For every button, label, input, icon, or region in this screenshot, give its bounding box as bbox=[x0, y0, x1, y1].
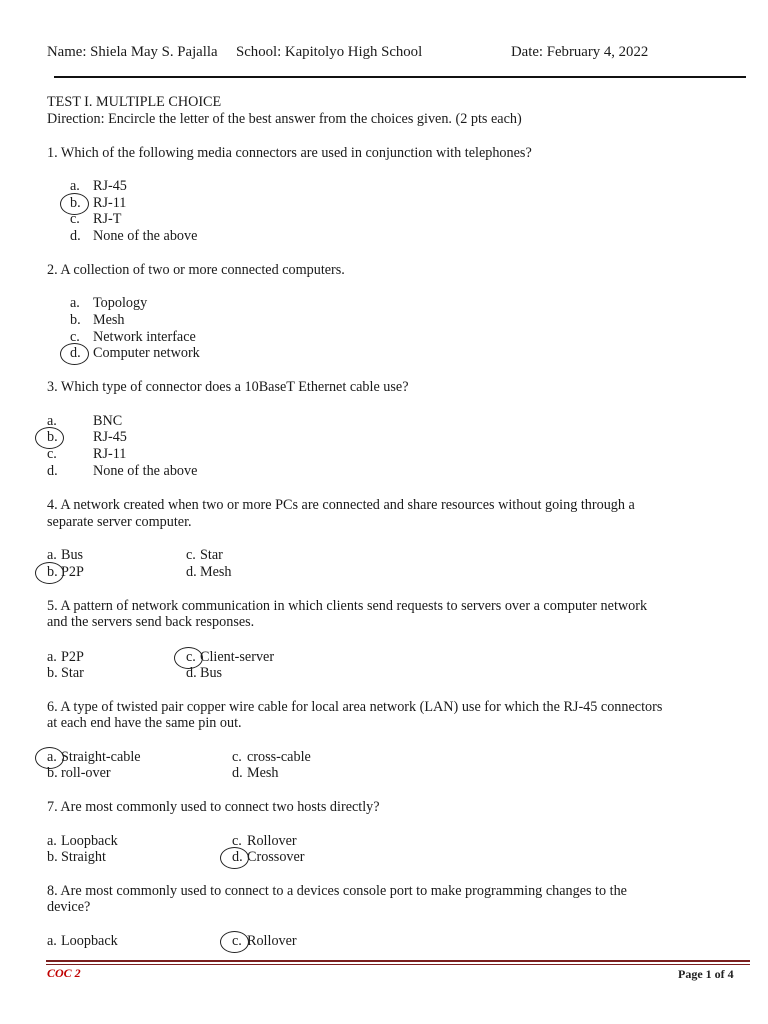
question-stem: separate server computer. bbox=[47, 514, 192, 530]
choice-text: cross-cable bbox=[247, 749, 311, 765]
answer-circle bbox=[220, 847, 249, 869]
choice-text: Computer network bbox=[93, 345, 200, 361]
test-direction: Direction: Encircle the letter of the best answer from the choices given. (2 pts each) bbox=[47, 111, 522, 127]
test-title: TEST I. MULTIPLE CHOICE bbox=[47, 94, 222, 110]
student-name: Name: Shiela May S. Pajalla bbox=[47, 44, 218, 60]
choice-letter[interactable]: b. bbox=[47, 564, 58, 580]
question-stem: device? bbox=[47, 899, 91, 915]
question-stem: 7. Are most commonly used to connect two hosts directly? bbox=[47, 799, 380, 815]
answer-circle bbox=[35, 562, 64, 584]
choice-letter[interactable]: b. bbox=[47, 765, 58, 781]
choice-letter[interactable]: c. bbox=[186, 649, 196, 665]
choice-text: Loopback bbox=[61, 933, 118, 949]
choice-text: Network interface bbox=[93, 329, 196, 345]
footer-rule bbox=[46, 964, 750, 965]
choice-letter[interactable]: d. bbox=[232, 849, 243, 865]
choice-letter[interactable]: a. bbox=[47, 413, 57, 429]
choice-letter[interactable]: d. bbox=[186, 665, 197, 681]
choice-letter[interactable]: b. bbox=[47, 849, 58, 865]
choice-text: Loopback bbox=[61, 833, 118, 849]
answer-circle bbox=[60, 193, 89, 215]
choice-letter[interactable]: c. bbox=[186, 547, 196, 563]
choice-letter[interactable]: c. bbox=[232, 933, 242, 949]
answer-circle bbox=[220, 931, 249, 953]
choice-letter[interactable]: d. bbox=[70, 228, 81, 244]
choice-letter[interactable]: b. bbox=[47, 665, 58, 681]
choice-text: P2P bbox=[61, 649, 84, 665]
choice-text: RJ-11 bbox=[93, 195, 127, 211]
answer-circle bbox=[35, 427, 64, 449]
choice-letter[interactable]: b. bbox=[70, 195, 81, 211]
footer-label: COC 2 bbox=[47, 966, 81, 980]
choice-letter[interactable]: c. bbox=[47, 446, 57, 462]
answer-circle bbox=[174, 647, 203, 669]
choice-letter[interactable]: b. bbox=[47, 429, 58, 445]
choice-text: Star bbox=[61, 665, 84, 681]
choice-letter[interactable]: a. bbox=[47, 933, 57, 949]
school-name: School: Kapitolyo High School bbox=[236, 44, 423, 60]
choice-text: RJ-11 bbox=[93, 446, 127, 462]
choice-text: Rollover bbox=[247, 833, 297, 849]
choice-text: P2P bbox=[61, 564, 84, 580]
page-number: Page 1 of 4 bbox=[678, 967, 734, 981]
choice-text: None of the above bbox=[93, 228, 198, 244]
header-rule bbox=[54, 76, 746, 78]
choice-letter[interactable]: a. bbox=[47, 833, 57, 849]
choice-letter[interactable]: c. bbox=[232, 749, 242, 765]
choice-text: BNC bbox=[93, 413, 123, 429]
question-stem: 5. A pattern of network communication in which clients send requests to servers over a computer network bbox=[47, 598, 648, 614]
choice-text: Client-server bbox=[200, 649, 275, 665]
choice-text: Star bbox=[200, 547, 223, 563]
choice-letter[interactable]: a. bbox=[47, 649, 57, 665]
choice-text: Mesh bbox=[247, 765, 279, 781]
question-stem: 3. Which type of connector does a 10BaseT Ethernet cable use? bbox=[47, 379, 409, 395]
choice-letter[interactable]: a. bbox=[70, 178, 80, 194]
choice-text: Topology bbox=[93, 295, 148, 311]
answer-circle bbox=[60, 343, 89, 365]
choice-letter[interactable]: c. bbox=[70, 329, 80, 345]
choice-text: Straight-cable bbox=[61, 749, 141, 765]
choice-text: Rollover bbox=[247, 933, 297, 949]
choice-text: Crossover bbox=[247, 849, 305, 865]
choice-letter[interactable]: a. bbox=[70, 295, 80, 311]
choice-text: Straight bbox=[61, 849, 106, 865]
footer-rule bbox=[46, 960, 750, 962]
choice-letter[interactable]: c. bbox=[232, 833, 242, 849]
choice-letter[interactable]: b. bbox=[70, 312, 81, 328]
question-stem: 1. Which of the following media connectors are used in conjunction with telephones? bbox=[47, 145, 532, 161]
question-stem: 8. Are most commonly used to connect to a devices console port to make programming changes to the bbox=[47, 883, 627, 899]
choice-letter[interactable]: a. bbox=[47, 547, 57, 563]
question-stem: and the servers send back responses. bbox=[47, 614, 255, 630]
choice-text: Bus bbox=[61, 547, 84, 563]
choice-letter[interactable]: d. bbox=[186, 564, 197, 580]
question-stem: 2. A collection of two or more connected computers. bbox=[47, 262, 345, 278]
choice-letter[interactable]: d. bbox=[70, 345, 81, 361]
choice-letter[interactable]: d. bbox=[47, 463, 58, 479]
choice-text: roll-over bbox=[61, 765, 111, 781]
choice-text: Mesh bbox=[93, 312, 125, 328]
choice-letter[interactable]: a. bbox=[47, 749, 57, 765]
choice-letter[interactable]: d. bbox=[232, 765, 243, 781]
choice-letter[interactable]: c. bbox=[70, 211, 80, 227]
question-stem: 4. A network created when two or more PCs are connected and share resources without going through a bbox=[47, 497, 635, 513]
test-date: Date: February 4, 2022 bbox=[511, 44, 649, 60]
choice-text: None of the above bbox=[93, 463, 198, 479]
choice-text: RJ-45 bbox=[93, 178, 127, 194]
question-stem: at each end have the same pin out. bbox=[47, 715, 242, 731]
choice-text: Mesh bbox=[200, 564, 232, 580]
answer-circle bbox=[35, 747, 64, 769]
choice-text: RJ-T bbox=[93, 211, 122, 227]
choice-text: RJ-45 bbox=[93, 429, 127, 445]
question-stem: 6. A type of twisted pair copper wire cable for local area network (LAN) use for which the RJ-45 connectors bbox=[47, 699, 663, 715]
choice-text: Bus bbox=[200, 665, 223, 681]
